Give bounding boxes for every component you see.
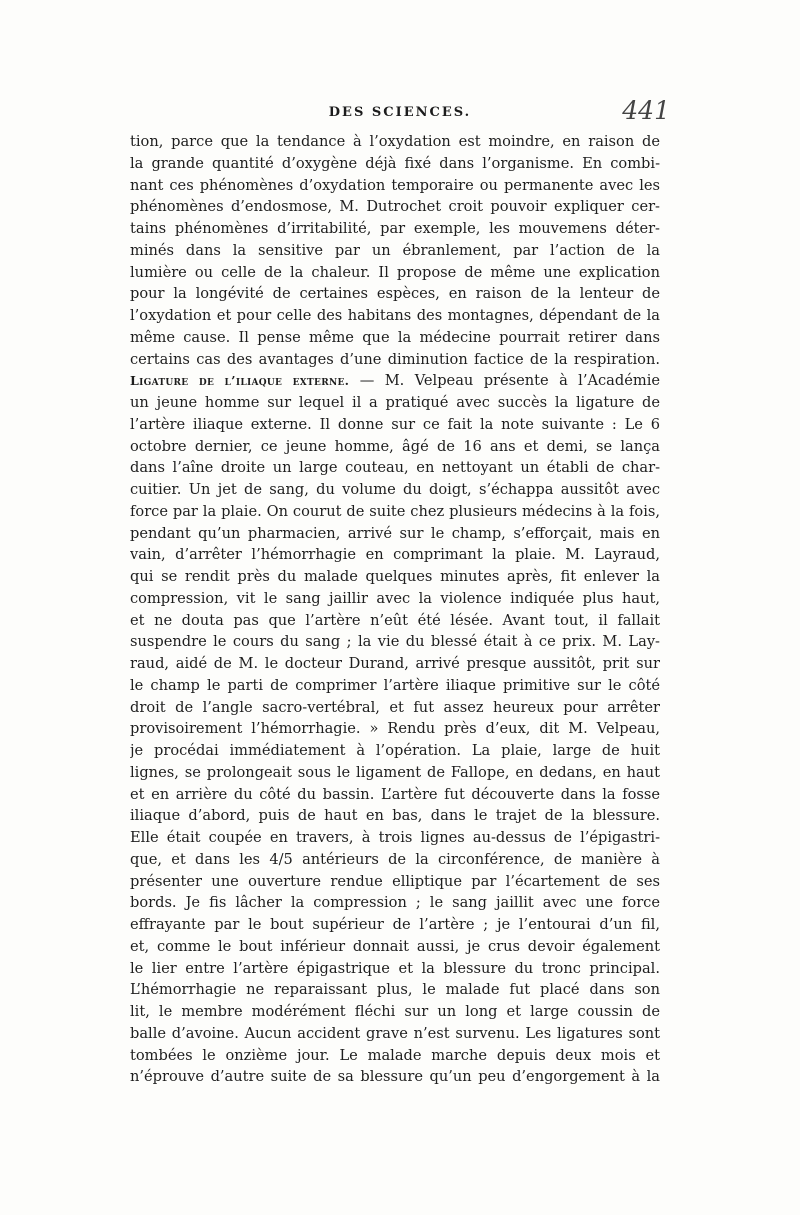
text-line: l’oxydation et pour celle des habitans des montagnes, dépendant de la	[130, 307, 660, 324]
text-line: cuitier. Un jet de sang, du volume du doigt, s’échappa aussitôt avec	[130, 481, 660, 498]
paragraph-1	[130, 131, 660, 370]
text-line: tombées le onzième jour. Le malade marche depuis deux mois et	[130, 1046, 660, 1064]
text-line: provisoirement l’hémorrhagie. » Rendu près d’eux, dit M. Velpeau,	[130, 720, 660, 738]
running-head: DES SCIENCES.	[328, 105, 472, 120]
text-line: le champ le parti de comprimer l’artère iliaque primitive sur le côté	[130, 676, 660, 694]
text-line: n’éprouve d’autre suite de sa blessure qu’un peu d’engorgement à la	[130, 1068, 660, 1086]
text-line: certains cas des avantages d’une diminution factice de la respiration.	[130, 350, 660, 368]
text-line: présenter une ouverture rendue elliptique par l’écartement de ses	[130, 872, 660, 890]
text-line: force par la plaie. On courut de suite chez plusieurs médecins à la fois,	[130, 502, 660, 520]
text-line: et, comme le bout inférieur donnait aussi, je crus devoir également	[130, 937, 660, 955]
text-line: nant ces phénomènes d’oxydation temporaire ou permanente avec les	[130, 176, 660, 194]
text-line: L’hémorrhagie ne reparaissant plus, le malade fut placé dans son	[130, 981, 660, 999]
paragraph-2	[130, 370, 660, 1088]
text-line: balle d’avoine. Aucun accident grave n’est survenu. Les ligatures sont	[130, 1024, 660, 1042]
text-line: lit, le membre modérément fléchi sur un long et large coussin de	[130, 1003, 660, 1020]
text-line: bords. Je fis lâcher la compression ; le sang jaillit avec une force	[130, 894, 660, 912]
text-line: phénomènes d’endosmose, M. Dutrochet croit pouvoir expliquer cer-	[130, 198, 660, 216]
text-line: octobre dernier, ce jeune homme, âgé de 16 ans et demi, se lança	[130, 437, 660, 455]
text-line: minés dans la sensitive par un ébranlement, par l’action de la	[130, 241, 660, 259]
body-text	[130, 131, 660, 1088]
text-line-fragment: — M. Velpeau présente à l’Académie	[359, 372, 660, 390]
text-line: pour la longévité de certaines espèces, en raison de la lenteur de	[130, 285, 660, 303]
text-line: que, et dans les 4/5 antérieurs de la circonférence, de manière à	[130, 850, 660, 868]
paragraph-2-first-line	[130, 370, 660, 392]
section-heading: Ligature de l’iliaque externe.	[130, 373, 350, 389]
text-line: compression, vit le sang jaillir avec la violence indiquée plus haut,	[130, 589, 660, 607]
text-line: iliaque d’abord, puis de haut en bas, dans le trajet de la blessure.	[130, 807, 660, 825]
text-line: l’artère iliaque externe. Il donne sur ce fait la note suivante : Le 6	[130, 415, 660, 433]
text-line: tion, parce que la tendance à l’oxydation est moindre, en raison de	[130, 133, 660, 150]
text-line: même cause. Il pense même que la médecine pourrait retirer dans	[130, 328, 660, 346]
text-line: pendant qu’un pharmacien, arrivé sur le champ, s’efforçait, mais en	[130, 524, 660, 542]
text-line: et en arrière du côté du bassin. L’artère fut découverte dans la fosse	[130, 785, 660, 803]
text-line: effrayante par le bout supérieur de l’artère ; je l’entourai d’un fil,	[130, 916, 660, 933]
text-line: un jeune homme sur lequel il a pratiqué avec succès la ligature de	[130, 394, 660, 411]
text-line: et ne douta pas que l’artère n’eût été lésée. Avant tout, il fallait	[130, 611, 660, 629]
text-line: je procédai immédiatement à l’opération. La plaie, large de huit	[130, 742, 660, 759]
text-line: dans l’aîne droite un large couteau, en nettoyant un établi de char-	[130, 459, 660, 477]
page-number: 441	[622, 96, 670, 125]
text-line: la grande quantité d’oxygène déjà fixé dans l’organisme. En combi-	[130, 154, 660, 172]
text-line: tains phénomènes d’irritabilité, par exemple, les mouvemens déter-	[130, 220, 660, 237]
text-line: lumière ou celle de la chaleur. Il propose de même une explication	[130, 263, 660, 281]
text-line: lignes, se prolongeait sous le ligament de Fallope, en dedans, en haut	[130, 763, 660, 781]
page-header	[130, 96, 670, 130]
text-line: droit de l’angle sacro-vertébral, et fut assez heureux pour arrêter	[130, 698, 660, 716]
text-line: Elle était coupée en travers, à trois lignes au-dessus de l’épigastri-	[130, 829, 660, 846]
text-line: vain, d’arrêter l’hémorrhagie en comprimant la plaie. M. Layraud,	[130, 546, 660, 564]
text-line: le lier entre l’artère épigastrique et la blessure du tronc principal.	[130, 959, 660, 977]
text-line: raud, aidé de M. le docteur Durand, arrivé presque aussitôt, prit sur	[130, 655, 660, 672]
text-line: qui se rendit près du malade quelques minutes après, fit enlever la	[130, 568, 660, 585]
text-line: suspendre le cours du sang ; la vie du blessé était à ce prix. M. Lay-	[130, 633, 660, 651]
